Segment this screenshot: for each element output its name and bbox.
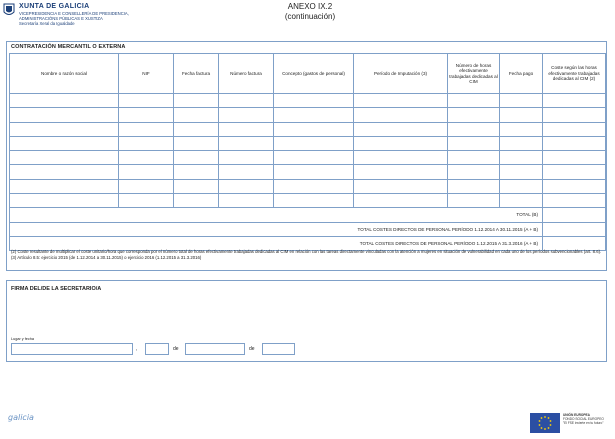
table-cell[interactable] (119, 194, 174, 208)
table-cell[interactable] (10, 94, 119, 108)
table-cell[interactable] (10, 151, 119, 165)
table-cell[interactable] (448, 136, 500, 150)
total-period-2015-label: TOTAL COSTES DIRECTOS DE PERSONAL PERÍODO 1.12.2014 A 30.11.2015 (A + B) (10, 222, 543, 236)
table-cell[interactable] (10, 165, 119, 179)
table-cell[interactable] (219, 165, 274, 179)
total-period-2015-cell[interactable] (543, 222, 606, 236)
table-cell[interactable] (219, 136, 274, 150)
table-cell[interactable] (543, 165, 606, 179)
column-header: NIF (119, 54, 174, 94)
signature-title: FIRMA DEL/DE LA SECRETARIO/A (11, 286, 102, 292)
table-cell[interactable] (119, 151, 174, 165)
galicia-logo-text: galicia (8, 413, 34, 422)
total-cell[interactable] (543, 208, 606, 222)
table-cell[interactable] (354, 108, 448, 122)
document-header (0, 0, 615, 40)
costs-table (9, 53, 606, 251)
total-period-2015-row (10, 222, 606, 236)
table-row (10, 151, 606, 165)
table-cell[interactable] (119, 122, 174, 136)
table-cell[interactable] (10, 136, 119, 150)
table-cell[interactable] (274, 136, 354, 150)
table-cell[interactable] (10, 122, 119, 136)
table-cell[interactable] (274, 108, 354, 122)
footnotes (11, 249, 605, 261)
column-header: Coste según las horas efectivamente trabajadas dedicadas al CIM (2) (543, 54, 606, 94)
table-cell[interactable] (500, 179, 543, 193)
column-header: Concepto (gastos de personal) (274, 54, 354, 94)
total-label: TOTAL (B) (10, 208, 543, 222)
table-row (10, 194, 606, 208)
column-header: Número factura (219, 54, 274, 94)
table-cell[interactable] (219, 94, 274, 108)
eu-caption (563, 413, 613, 426)
table-cell[interactable] (274, 179, 354, 193)
place-date-label: Lugar y fecha (11, 337, 35, 341)
table-cell[interactable] (174, 165, 219, 179)
table-cell[interactable] (119, 165, 174, 179)
column-header: Fecha pago (500, 54, 543, 94)
footnote: (3) Artículo 8.5: ejercicio 2015 (de 1.12.2014 a 30.11.2015) o ejercicio 2016 (1.12.2015 a 31.3.2016) (11, 254, 202, 260)
eu-line: FONDO SOCIAL EUROPEO (563, 417, 604, 422)
table-cell[interactable] (274, 151, 354, 165)
table-header-row (10, 54, 606, 94)
table-cell[interactable] (354, 165, 448, 179)
column-header: Número de horas efectivamente trabajadas dedicadas al CIM (448, 54, 500, 94)
table-cell[interactable] (543, 136, 606, 150)
table-cell[interactable] (174, 194, 219, 208)
section-title: CONTRATACIÓN MERCANTIL O EXTERNA (11, 44, 126, 50)
table-cell[interactable] (500, 151, 543, 165)
table-cell[interactable] (219, 151, 274, 165)
eu-flag-icon (530, 413, 560, 433)
eu-line: "El FSE invierte en tu futuro" (563, 421, 604, 426)
annex-title: ANEXO IX.2 (287, 2, 333, 11)
table-row (10, 165, 606, 179)
table-cell[interactable] (119, 94, 174, 108)
table-cell[interactable] (500, 136, 543, 150)
table-cell[interactable] (219, 194, 274, 208)
table-cell[interactable] (448, 108, 500, 122)
annex-subtitle: (continuación) (284, 12, 336, 21)
table-cell[interactable] (543, 94, 606, 108)
signature-section (6, 280, 607, 362)
de-separator: de (249, 346, 255, 352)
table-cell[interactable] (354, 136, 448, 150)
table-cell[interactable] (354, 179, 448, 193)
table-cell[interactable] (219, 108, 274, 122)
table-cell[interactable] (354, 122, 448, 136)
table-row (10, 179, 606, 193)
table-cell[interactable] (543, 151, 606, 165)
table-cell[interactable] (119, 179, 174, 193)
column-header: Nombre o razón social (10, 54, 119, 94)
table-cell[interactable] (448, 194, 500, 208)
organization-line: Secretaría Xeral da Igualdade (19, 21, 75, 26)
table-cell[interactable] (500, 108, 543, 122)
table-cell[interactable] (119, 136, 174, 150)
table-cell[interactable] (448, 165, 500, 179)
table-cell[interactable] (543, 122, 606, 136)
total-period-2016-label: TOTAL COSTES DIRECTOS DE PERSONAL PERÍODO 1.12.2015 A 31.3.2016 (A + B) (10, 236, 543, 250)
table-cell[interactable] (174, 94, 219, 108)
table-cell[interactable] (274, 194, 354, 208)
table-cell[interactable] (174, 108, 219, 122)
year-field[interactable] (262, 343, 295, 355)
table-cell[interactable] (354, 94, 448, 108)
table-cell[interactable] (543, 108, 606, 122)
eu-line: UNIÓN EUROPEA (563, 413, 590, 417)
table-cell[interactable] (500, 94, 543, 108)
table-cell[interactable] (354, 194, 448, 208)
organization-line: ADMINISTRACIÓNS PÚBLICAS E XUSTIZA (19, 16, 103, 21)
table-cell[interactable] (10, 108, 119, 122)
table-row (10, 122, 606, 136)
table-cell[interactable] (174, 151, 219, 165)
table-cell[interactable] (274, 94, 354, 108)
table-cell[interactable] (174, 179, 219, 193)
table-cell[interactable] (174, 122, 219, 136)
table-cell[interactable] (543, 194, 606, 208)
table-cell[interactable] (219, 122, 274, 136)
table-cell[interactable] (500, 122, 543, 136)
table-cell[interactable] (274, 122, 354, 136)
column-header: Fecha factura (174, 54, 219, 94)
table-row (10, 136, 606, 150)
column-header: Período de Imputación (3) (354, 54, 448, 94)
comma-separator: , (136, 346, 138, 352)
contracting-section (6, 41, 607, 271)
table-cell[interactable] (354, 151, 448, 165)
table-cell[interactable] (448, 94, 500, 108)
organization-block (19, 3, 129, 26)
place-field[interactable] (11, 343, 133, 355)
table-cell[interactable] (174, 136, 219, 150)
table-cell[interactable] (448, 122, 500, 136)
day-field[interactable] (145, 343, 169, 355)
footnote: (2) Coste resultante de multiplicar el coste unitario/hora que corresponda por el número total de horas efectivamente trabajadas dedicadas al CIM en relación con las tareas directamente vinculadas con la atención a mujeres en situación de vulnerabilidad en cada uno de los períodos subvencionables (art. 8.6). (11, 249, 602, 254)
table-cell[interactable] (448, 151, 500, 165)
xunta-logo-icon (3, 3, 15, 18)
table-cell[interactable] (119, 108, 174, 122)
table-row (10, 108, 606, 122)
table-cell[interactable] (500, 165, 543, 179)
annex-title-block (270, 2, 350, 22)
table-cell[interactable] (448, 179, 500, 193)
table-cell[interactable] (543, 179, 606, 193)
month-field[interactable] (185, 343, 245, 355)
organization-line: VICEPRESIDENCIA E CONSELLERÍA DE PRESIDENCIA, (19, 11, 129, 16)
total-row (10, 208, 606, 222)
de-separator: de (173, 346, 179, 352)
organization-name: XUNTA DE GALICIA (19, 3, 90, 10)
table-cell[interactable] (500, 194, 543, 208)
table-cell[interactable] (219, 179, 274, 193)
table-row (10, 94, 606, 108)
table-cell[interactable] (10, 194, 119, 208)
table-cell[interactable] (274, 165, 354, 179)
table-cell[interactable] (10, 179, 119, 193)
galicia-logo (8, 413, 34, 422)
